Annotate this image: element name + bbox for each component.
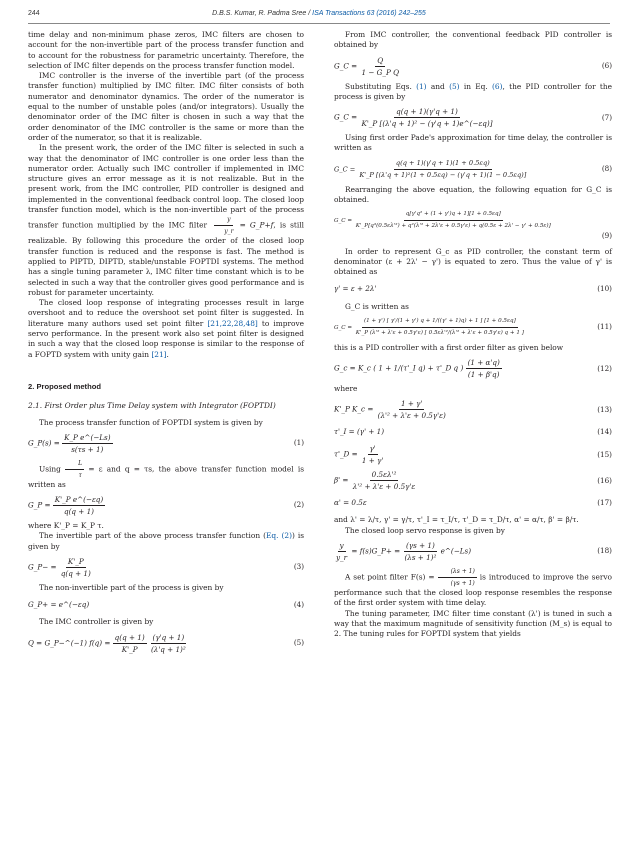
- journal-name[interactable]: ISA Transactions 63 (2016) 242–255: [312, 10, 426, 17]
- equation-4: G_P+ = e^(−εq) (4): [28, 600, 304, 610]
- citation-link[interactable]: [21]: [151, 349, 167, 359]
- right-column: [334, 30, 612, 640]
- equation-14: τ'_I = (γ' + 1) (14): [334, 427, 612, 437]
- equation-13: K'_P K_c = $\frac{1 + \gamma'}{\text{(λ'² + λ'ε + 0.5γ'ε)}}$ (13): [334, 399, 612, 421]
- equation-9: G_C = q[γ'q² + (1 + γ')q + 1][1 + 0.5εq] K'_P[q³(0.5ελ'²) + q²(λ'² + 2λ'ε + 0.5γ'ε) + q(0.5ε + 2λ' − γ' + 0.5ε)] (9): [334, 211, 612, 241]
- paragraph: Using first order Pade's approximation for time delay, the controller is written as: [334, 133, 612, 153]
- paragraph: The closed loop servo response is given by: [345, 525, 505, 535]
- equation-number: (12): [597, 363, 612, 373]
- paragraph: A set point filter F(s) = $\frac{(\lambda s + 1)}{(\gamma s + 1)}$ is introduced to improve the servo performance such that the closed loop response resembles the response of the first order system with time delay.: [334, 568, 613, 608]
- equation-number: (15): [597, 449, 612, 459]
- paragraph: Rearranging the above equation, the following equation for G_C is obtained.: [334, 184, 612, 205]
- equation-6: G_C = $\frac{Q}{\text{1 − G\_P Q}}$ (6): [334, 55, 612, 77]
- subsection-heading: 2.1. First Order plus Time Delay system with Integrator (FOPTDI): [28, 401, 276, 411]
- equation-number: (11): [597, 322, 612, 332]
- inline-fraction: $\frac{y}{y\_r}$: [211, 215, 235, 236]
- paragraph: Substituting Eqs. (1) and (5) in Eq. (6), the PID controller for the process is given by: [334, 81, 612, 101]
- paragraph: From IMC controller, the conventional feedback PID controller is obtained by: [334, 30, 612, 50]
- running-head: D.B.S. Kumar, R. Padma Sree / ISA Transactions 63 (2016) 242–255: [212, 10, 426, 17]
- equation-8: G_C = $\frac{q(q + 1)(\gamma'q + 1)(1 + 0.5\varepsilon q)}{\text{K'\_P [(λ'q + 1)²(1 + 0.5εq) − (γ'q + 1)(1 − 0.5εq)]}}$ (8): [334, 158, 612, 179]
- paragraph: where: [334, 384, 358, 394]
- paragraph: Using $\frac{L}{\tau}$ = ε and q = τs, the above transfer function model is written as: [28, 459, 305, 489]
- equation-link[interactable]: (1): [416, 81, 427, 91]
- paragraph: In the present work, the order of the IMC filter is selected in such a way that the denominator of IMC controller is one order less than the numerator order. Actually such IMC controller if implemented in IMC structure gives an error message as it is not realizable. But in the present work, from the IMC controller, PID controller is designed and implemented in the conventional feedback control loop. The closed loop transfer function model, which is the non-invertible part of the process transfer function multiplied by the IMC filter $\frac{y}{y\_r}$ = G_P+f, is still realizable. By following this procedure the order of the closed loop transfer function is reduced and the response is fast. The method is applied to PIPTD, DIPTD, stable/unstable FOPTDI systems. The method has a single tuning parameter λ, IMC filter time constant which is to be selected in such a way that the controller gives good performance and is robust for parameter uncertainty.: [28, 143, 304, 297]
- equation-link[interactable]: (6): [492, 81, 503, 91]
- equation-5: Q = G_P−^(−1) f(q) = $\frac{q(q + 1)}{K'\_P}$ $\frac{(\gamma'q + 1)}{\text{(λ'q + 1)²}}$ (5): [28, 632, 304, 654]
- paragraph: The invertible part of the above process transfer function (Eq. (2)) is given by: [28, 531, 305, 551]
- equation-number: (8): [601, 164, 612, 174]
- paragraph: The tuning parameter, IMC filter time constant (λ') is tuned in such a way that the maximum magnitude of sensitivity function (M_s) is equal to 2. The tuning rules for FOPTDI system that yields: [334, 608, 612, 639]
- equation-17: α' = 0.5ε (17): [334, 498, 612, 508]
- paragraph: The IMC controller is given by: [39, 617, 154, 627]
- equation-number: (2): [293, 500, 304, 510]
- equation-number: (18): [597, 546, 612, 556]
- equation-10: γ' = ε + 2λ' (10): [334, 284, 612, 294]
- paragraph: G_C is written as: [345, 301, 409, 311]
- equation-number: (7): [601, 112, 612, 122]
- equation-12: G_c = K_c ( 1 + 1/(τ'_I q) + τ'_D q ) $\frac{(1 + \alpha'q)}{(1 + \beta'q)}$ (12): [334, 358, 612, 380]
- section-heading: 2. Proposed method: [28, 381, 101, 391]
- equation-number: (6): [601, 60, 612, 70]
- paragraph: The closed loop response of integrating processes result in large overshoot and to reduce the overshoot set point filter is suggested. In literature many authors used set point filter [21,22,28,48] to improve servo performance. In the present work also set point filter is designed in such a way that the closed loop response is similar to the response of a FOPTD system with unity gain [21].: [28, 298, 305, 359]
- page-header: [28, 10, 610, 24]
- left-column: [28, 30, 304, 659]
- paragraph: where K'_P = K_P τ.: [28, 521, 104, 531]
- paragraph: and λ' = λ/τ, γ' = γ/τ, τ'_I = τ_I/τ, τ'_D = τ_D/τ, α' = α/τ, β' = β/τ.: [334, 515, 579, 525]
- paragraph: In order to represent G_c as PID controller, the constant term of denominator (ε + 2λ' − γ') is equated to zero. Thus the value of γ' is obtained as: [334, 246, 612, 277]
- paragraph: The non-invertible part of the process is given by: [39, 582, 224, 592]
- equation-1: G_P(s) = $\frac{\text{K\_P e\textasciicircum{}(−Ls)}}{s(\tau s + 1)}$ (1): [28, 432, 304, 454]
- equation-number: (13): [597, 404, 612, 414]
- equation-16: β' = $\frac{\text{0.5ελ'²}}{\text{λ'² + λ'ε + 0.5γ'ε}}$ (16): [334, 470, 612, 492]
- equation-number: (4): [293, 600, 304, 610]
- equation-number: (1): [293, 438, 304, 448]
- header-rule: [28, 23, 610, 24]
- authors: D.B.S. Kumar, R. Padma Sree: [212, 10, 307, 17]
- equation-7: G_C = $\frac{q(q + 1)(\gamma'q + 1)}{\text{K'\_P [(λ'q + 1)² − (γ'q + 1)e\textasciicircum{}(−εq)]}}$ (7): [334, 107, 612, 129]
- paragraph: IMC controller is the inverse of the invertible part (of the process transfer function) multiplied by IMC filter. IMC filter consists of both numerator and denominator dynamics. The order of the numerator is equal to the number of unstable poles (and/or integrators). Usually the denominator order of the IMC filter is chosen in such a way that the order denominator of the IMC controller is the same or more than the order of the numerator, so that it is realizable.: [28, 71, 304, 142]
- equation-number: (16): [597, 475, 612, 485]
- equation-2: G_P = $\frac{\text{K'\_P e\textasciicircum{}(−εq)}}{q(q + 1)}$ (2): [28, 495, 304, 517]
- equation-link[interactable]: Eq. (2): [266, 531, 292, 541]
- equation-number: (3): [293, 562, 304, 572]
- citation-link[interactable]: [21,22,28,48]: [207, 318, 258, 328]
- page-number: 244: [28, 10, 40, 17]
- equation-link[interactable]: (5): [449, 81, 460, 91]
- equation-number: (9): [601, 231, 612, 241]
- equation-number: (17): [597, 498, 612, 508]
- equation-18: $\frac{y}{y\_r}$ = f(s)G_P+ = $\frac{(\gamma s + 1)}{\text{(λs + 1)²}}$ e^(−Ls) (18): [336, 541, 612, 563]
- paragraph: time delay and non-minimum phase zeros, IMC filters are chosen to account for the non-invertible part of the process transfer function and to account for the robustness for parametric uncertainty. Therefore, the selection of IMC filter depends on the process transfer function model.: [28, 30, 304, 70]
- equation-number: (10): [597, 284, 612, 294]
- equation-11: G_C = (1 + γ') [ γ'/(1 + γ') q + 1/((γ' + 1)q) + 1 ] [1 + 0.5εq] K'_P (λ'² + λ'ε + 0.5γ'ε) [ 0.5ελ'²/(λ'² + λ'ε + 0.5γ'ε) q + 1 ] (11): [334, 317, 612, 336]
- equation-3: G_P− = $\frac{K'\_P}{q(q + 1)}$ (3): [28, 556, 304, 578]
- equation-number: (5): [293, 637, 304, 647]
- equation-number: (14): [597, 427, 612, 437]
- paragraph: The process transfer function of FOPTDI system is given by: [39, 417, 263, 427]
- paragraph: this is a PID controller with a first order filter as given below: [334, 342, 564, 352]
- equation-15: τ'_D = $\frac{\gamma'}{1 + \gamma'}$ (15): [334, 444, 612, 466]
